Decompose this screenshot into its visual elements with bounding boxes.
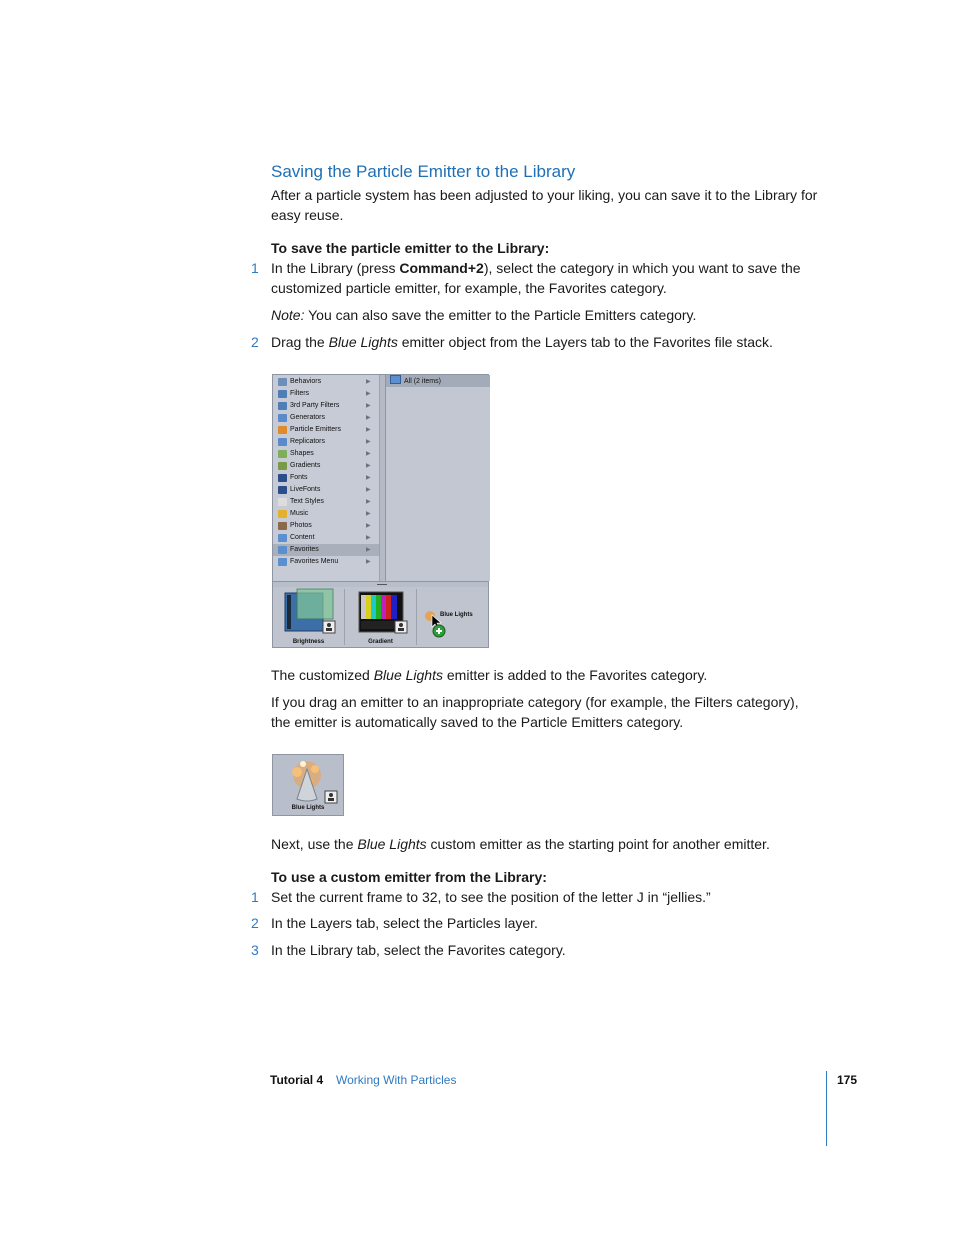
disclosure-arrow-icon: ▶ [366,379,371,385]
blue-lights-thumbnail [272,754,344,816]
result-post: emitter is added to the Favorites category. [443,667,708,683]
disclosure-arrow-icon: ▶ [366,427,371,433]
category-label: Shapes [290,450,314,457]
all-items-label: All (2 items) [404,378,441,385]
category-icon [278,498,287,506]
category-icon [278,462,287,470]
category-label: Generators [290,414,326,421]
library-category-row[interactable] [273,400,379,412]
brightness-thumbnail [273,587,344,647]
library-category-row[interactable] [273,532,379,544]
procedure-heading: To use a custom emitter from the Library: [271,869,547,885]
emitter-name: Blue Lights [357,836,427,852]
library-category-row[interactable] [273,460,379,472]
library-category-row[interactable] [273,376,379,388]
step-text [271,332,821,352]
library-category-row[interactable] [273,424,379,436]
next-pre: Next, use the [271,836,358,852]
keyboard-shortcut: Command+2 [399,260,484,276]
category-icon [278,558,287,566]
step-text: Set the current frame to 32, to see the position of the letter J in “jellies.” [271,889,711,905]
category-icon [278,390,287,398]
step-text: In the Layers tab, select the Particles layer. [271,915,538,931]
disclosure-arrow-icon: ▶ [366,559,371,565]
gradient-label: Gradient [368,639,393,645]
library-item-header [386,375,490,387]
page-number: 175 [837,1073,858,1087]
category-icon [278,546,287,554]
step-text-post: emitter object from the Layers tab to the Favorites file stack. [397,334,773,350]
footer-chapter-title: Working With Particles [336,1073,457,1087]
library-category-row[interactable] [273,436,379,448]
library-category-row[interactable] [273,388,379,400]
gradient-thumbnail [345,587,416,647]
step-number: 1 [251,260,259,276]
step-text-pre: Drag the [271,334,329,350]
library-category-list [273,375,379,581]
category-label: Favorites Menu [290,558,339,565]
category-label: Photos [290,522,312,529]
library-category-row[interactable] [273,412,379,424]
note-text: You can also save the emitter to the Particle Emitters category. [304,307,697,323]
result-paragraph [271,665,821,685]
category-icon [278,510,287,518]
divider-grip-icon [377,584,387,585]
emitter-name: Blue Lights [373,667,443,683]
next-paragraph [271,834,821,854]
step-text: In the Library tab, select the Favorites category. [271,942,566,958]
disclosure-arrow-icon: ▶ [366,487,371,493]
category-icon [278,486,287,494]
color-bars-icon [345,587,416,637]
footer-rule [826,1071,827,1146]
library-category-row[interactable] [273,556,379,568]
library-category-row[interactable] [273,472,379,484]
disclosure-arrow-icon: ▶ [366,403,371,409]
category-icon [278,534,287,542]
drag-label: Blue Lights [440,612,473,618]
library-item-list [385,375,490,581]
disclosure-arrow-icon: ▶ [366,439,371,445]
category-label: Gradients [290,462,321,469]
layer-name: Blue Lights [328,334,398,350]
all-items-row [390,375,441,388]
disclosure-arrow-icon: ▶ [366,475,371,481]
category-label: Favorites [290,546,319,553]
library-category-row[interactable] [273,508,379,520]
disclosure-arrow-icon: ▶ [366,499,371,505]
category-label: Filters [290,390,310,397]
folder-icon [390,375,401,384]
disclosure-arrow-icon: ▶ [366,415,371,421]
step-number: 2 [251,915,259,931]
disclosure-arrow-icon: ▶ [366,451,371,457]
category-label: Behaviors [290,378,322,385]
note-label: Note: [271,307,305,323]
category-icon [278,474,287,482]
category-icon [278,522,287,530]
blue-lights-label: Blue Lights [291,805,325,811]
category-label: Replicators [290,438,326,445]
step-number: 3 [251,942,259,958]
category-label: Fonts [290,474,308,481]
category-label: Particle Emitters [290,426,341,433]
step-number: 2 [251,334,259,350]
category-icon [278,426,287,434]
drag-target-thumbnail [417,587,488,647]
category-icon [278,378,287,386]
category-label: Music [290,510,309,517]
disclosure-arrow-icon: ▶ [366,391,371,397]
procedure-heading: To save the particle emitter to the Library: [271,240,550,256]
library-category-row[interactable] [273,520,379,532]
step-text-post: ), select the category in which you want to save the customized particle emitter, for example, the Favorites category. [271,260,801,296]
library-screenshot [272,374,489,648]
category-icon [278,402,287,410]
section-title: Saving the Particle Emitter to the Library [271,162,576,181]
category-label: Text Styles [290,498,324,505]
category-label: LiveFonts [290,486,321,493]
next-post: custom emitter as the starting point for another emitter. [426,836,770,852]
disclosure-arrow-icon: ▶ [366,463,371,469]
library-category-row[interactable] [273,544,379,556]
footer-chapter: Tutorial 4 [270,1073,324,1087]
disclosure-arrow-icon: ▶ [366,523,371,529]
disclosure-arrow-icon: ▶ [366,535,371,541]
library-category-row[interactable] [273,448,379,460]
category-label: 3rd Party Filters [290,402,340,409]
category-icon [278,450,287,458]
category-icon [278,414,287,422]
disclosure-arrow-icon: ▶ [366,547,371,553]
film-strip-icon [273,587,344,637]
step-text [271,258,821,298]
info-paragraph: If you drag an emitter to an inappropriate category (for example, the Filters category), the emitter is automatically saved to the Particle Emitters category. [271,694,799,730]
note [271,305,821,325]
result-pre: The customized [271,667,374,683]
disclosure-arrow-icon: ▶ [366,511,371,517]
step-text-pre: In the Library (press [271,260,400,276]
category-label: Content [290,534,315,541]
file-stack [273,587,488,647]
brightness-label: Brightness [292,639,325,645]
intro-paragraph: After a particle system has been adjusted to your liking, you can save it to the Library for easy reuse. [271,187,818,223]
category-icon [278,438,287,446]
step-number: 1 [251,889,259,905]
library-category-row[interactable] [273,484,379,496]
library-category-row[interactable] [273,496,379,508]
particle-cone-icon [273,755,343,805]
